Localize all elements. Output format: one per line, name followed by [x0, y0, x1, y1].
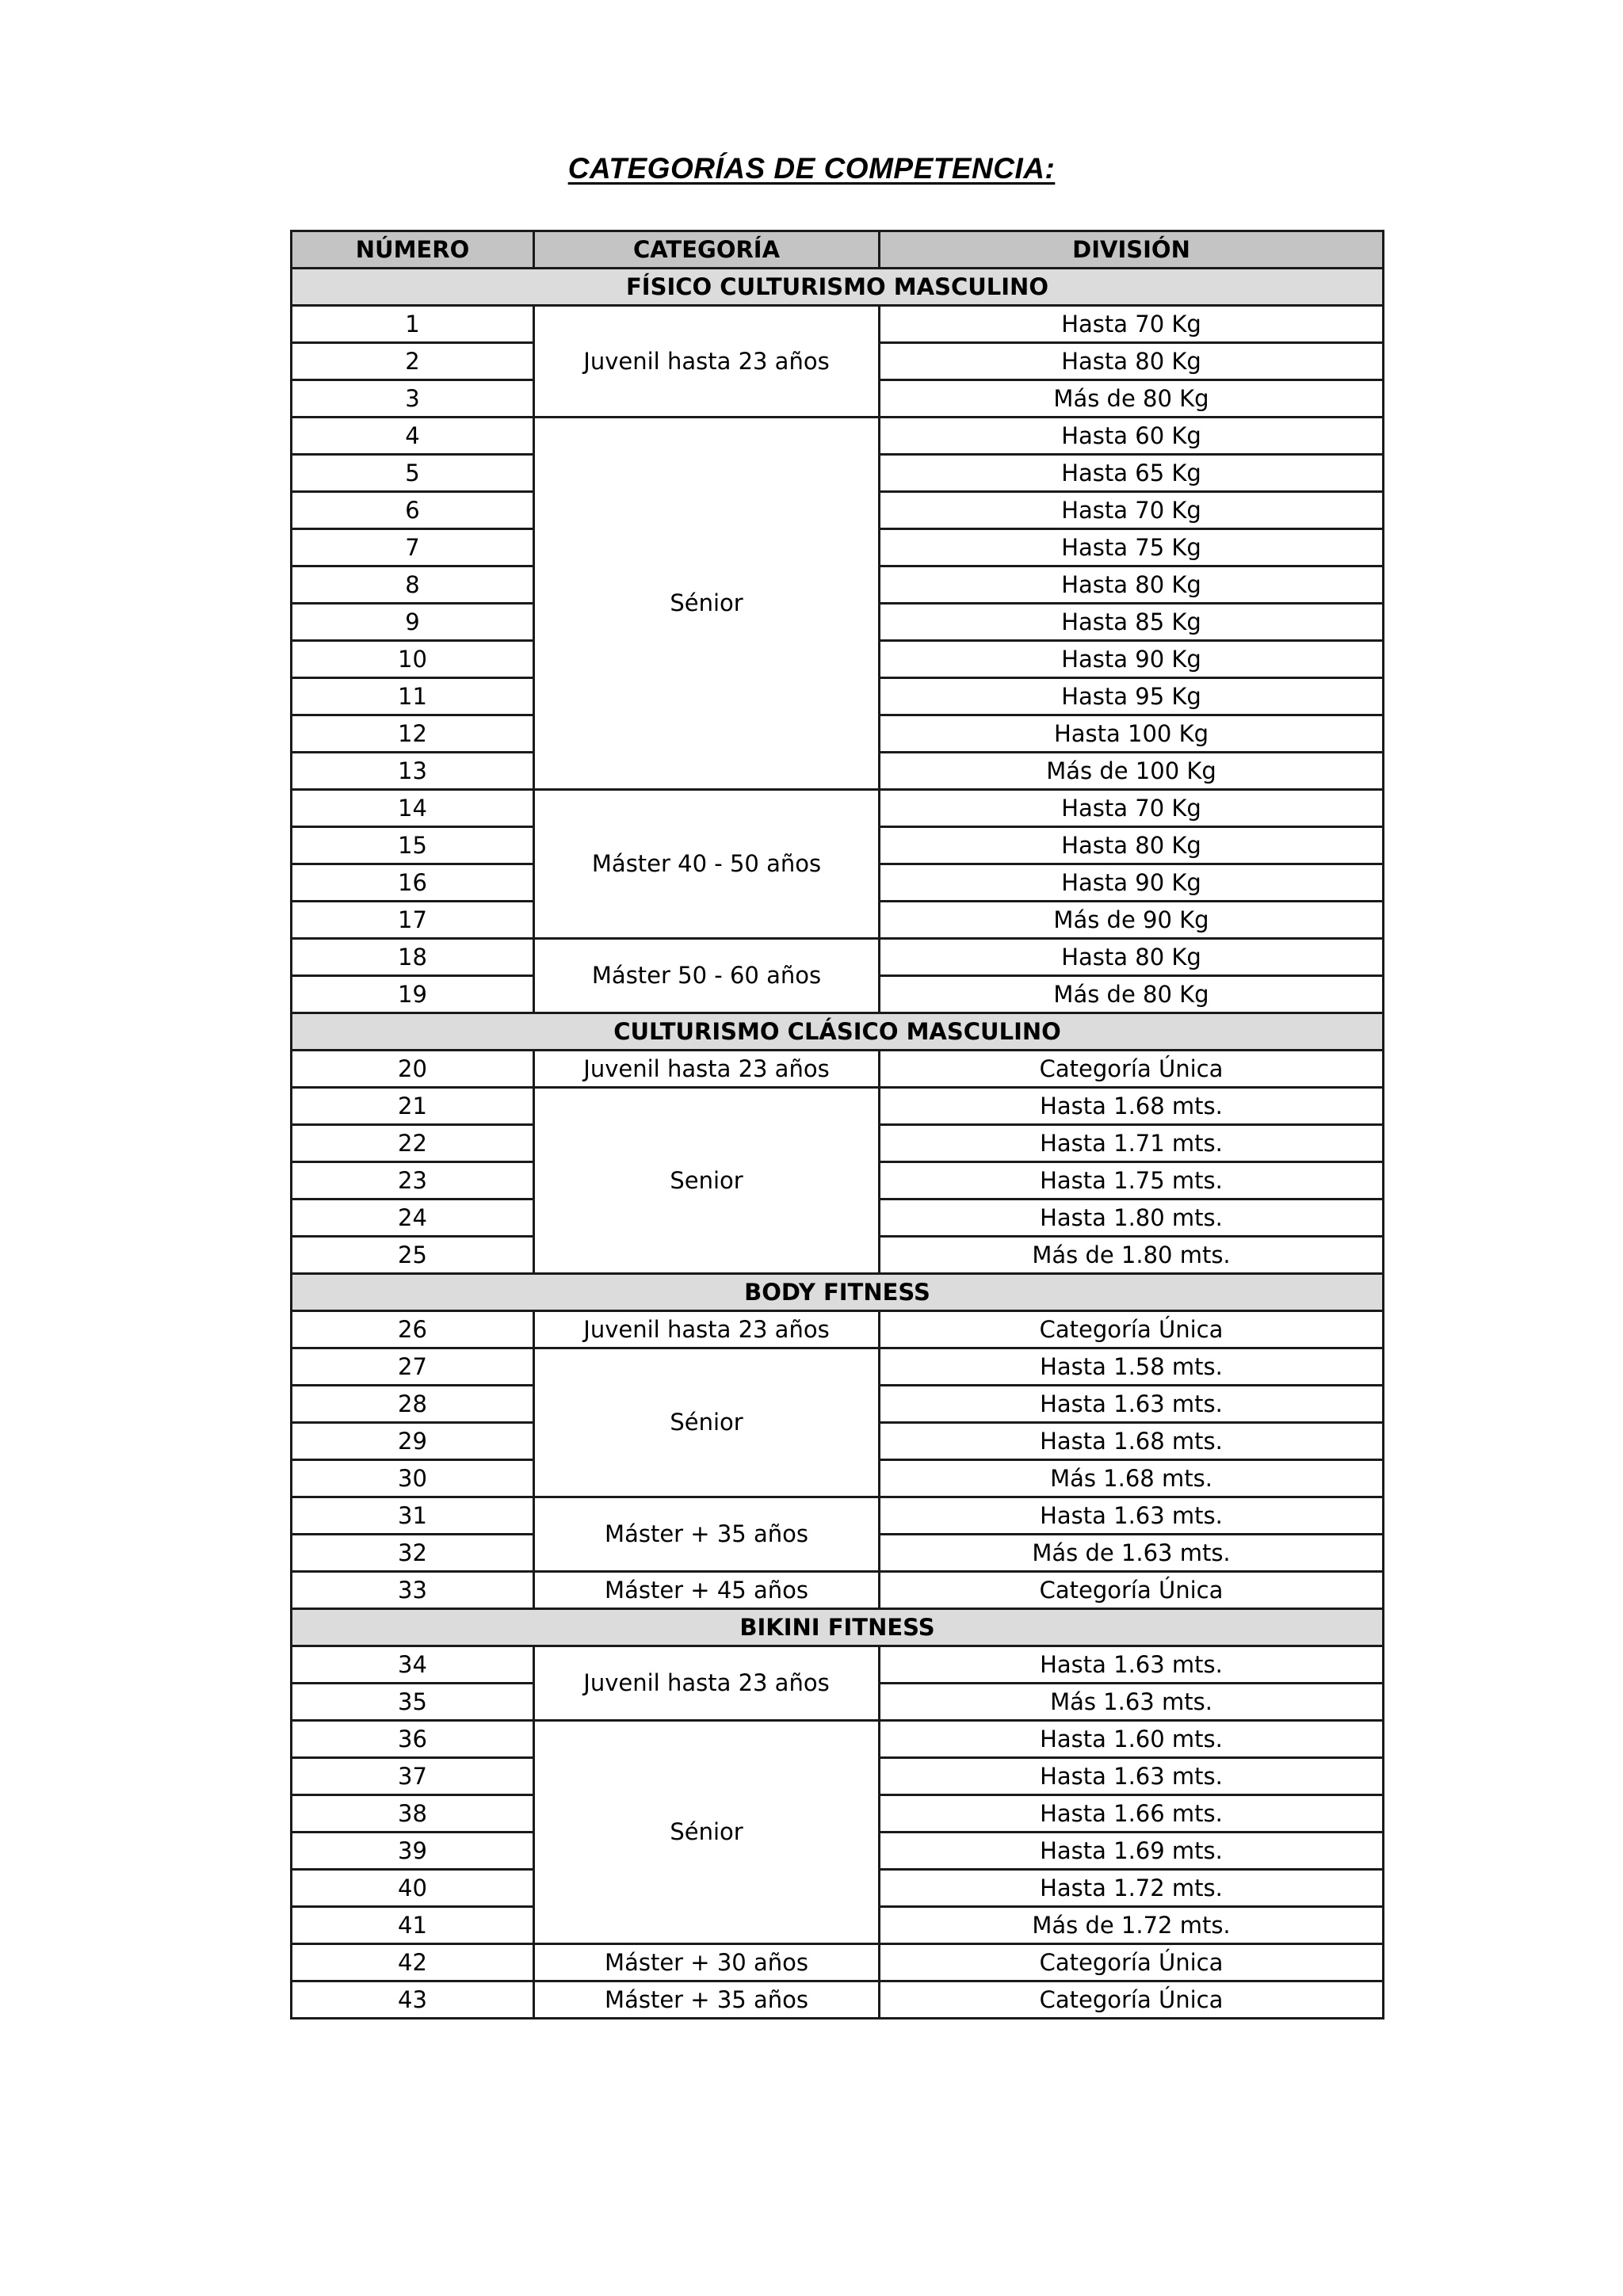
cell-numero: 25: [292, 1237, 534, 1274]
cell-division: Hasta 90 Kg: [880, 864, 1384, 902]
cell-numero: 34: [292, 1646, 534, 1684]
cell-numero: 13: [292, 753, 534, 790]
cell-division: Categoría Única: [880, 1572, 1384, 1609]
cell-numero: 18: [292, 939, 534, 976]
cell-division: Más de 1.72 mts.: [880, 1907, 1384, 1944]
cell-division: Hasta 1.68 mts.: [880, 1088, 1384, 1125]
table-row: [292, 1572, 1384, 1609]
cell-division: Más de 90 Kg: [880, 902, 1384, 939]
cell-numero: 12: [292, 715, 534, 753]
cell-categoria: Senior: [534, 1088, 880, 1274]
table-row: [292, 418, 1384, 455]
cell-numero: 32: [292, 1535, 534, 1572]
cell-numero: 40: [292, 1870, 534, 1907]
cell-categoria: Sénior: [534, 1348, 880, 1497]
cell-categoria: Máster + 45 años: [534, 1572, 880, 1609]
cell-division: Hasta 100 Kg: [880, 715, 1384, 753]
cell-numero: 19: [292, 976, 534, 1013]
cell-division: Más de 80 Kg: [880, 976, 1384, 1013]
cell-division: Hasta 70 Kg: [880, 492, 1384, 529]
cell-categoria: Juvenil hasta 23 años: [534, 1311, 880, 1348]
cell-division: Categoría Única: [880, 1311, 1384, 1348]
cell-division: Hasta 1.63 mts.: [880, 1758, 1384, 1795]
cell-division: Más 1.68 mts.: [880, 1460, 1384, 1497]
section-title: FÍSICO CULTURISMO MASCULINO: [292, 269, 1384, 306]
section-row: [292, 1013, 1384, 1051]
cell-division: Hasta 1.80 mts.: [880, 1199, 1384, 1237]
table-row: [292, 1051, 1384, 1088]
cell-division: Hasta 70 Kg: [880, 790, 1384, 827]
table-body: [292, 269, 1384, 2019]
cell-numero: 14: [292, 790, 534, 827]
cell-categoria: Sénior: [534, 418, 880, 790]
cell-division: Hasta 80 Kg: [880, 343, 1384, 380]
cell-division: Hasta 1.66 mts.: [880, 1795, 1384, 1833]
cell-division: Hasta 70 Kg: [880, 306, 1384, 343]
cell-numero: 42: [292, 1944, 534, 1981]
section-title: BIKINI FITNESS: [292, 1609, 1384, 1646]
cell-numero: 31: [292, 1497, 534, 1535]
cell-numero: 33: [292, 1572, 534, 1609]
cell-division: Hasta 75 Kg: [880, 529, 1384, 566]
cell-numero: 6: [292, 492, 534, 529]
cell-numero: 23: [292, 1162, 534, 1199]
section-row: [292, 1609, 1384, 1646]
table-row: [292, 1311, 1384, 1348]
cell-numero: 1: [292, 306, 534, 343]
cell-division: Hasta 65 Kg: [880, 455, 1384, 492]
cell-division: Hasta 80 Kg: [880, 566, 1384, 604]
cell-division: Más 1.63 mts.: [880, 1684, 1384, 1721]
cell-categoria: Máster 50 - 60 años: [534, 939, 880, 1013]
header-division: DIVISIÓN: [880, 231, 1384, 269]
cell-division: Hasta 1.63 mts.: [880, 1646, 1384, 1684]
section-row: [292, 269, 1384, 306]
cell-division: Hasta 1.69 mts.: [880, 1833, 1384, 1870]
cell-division: Hasta 90 Kg: [880, 641, 1384, 678]
cell-categoria: Sénior: [534, 1721, 880, 1944]
cell-numero: 15: [292, 827, 534, 864]
cell-numero: 28: [292, 1386, 534, 1423]
cell-numero: 9: [292, 604, 534, 641]
table-row: [292, 1348, 1384, 1386]
cell-numero: 41: [292, 1907, 534, 1944]
cell-division: Más de 100 Kg: [880, 753, 1384, 790]
table-row: [292, 1721, 1384, 1758]
cell-division: Hasta 1.75 mts.: [880, 1162, 1384, 1199]
cell-numero: 26: [292, 1311, 534, 1348]
cell-division: Hasta 80 Kg: [880, 827, 1384, 864]
cell-division: Categoría Única: [880, 1981, 1384, 2019]
cell-division: Hasta 1.68 mts.: [880, 1423, 1384, 1460]
cell-division: Hasta 80 Kg: [880, 939, 1384, 976]
table-row: [292, 1944, 1384, 1981]
cell-categoria: Juvenil hasta 23 años: [534, 1051, 880, 1088]
table-row: [292, 306, 1384, 343]
cell-division: Hasta 1.60 mts.: [880, 1721, 1384, 1758]
section-title: BODY FITNESS: [292, 1274, 1384, 1311]
cell-division: Más de 1.80 mts.: [880, 1237, 1384, 1274]
cell-division: Hasta 1.63 mts.: [880, 1386, 1384, 1423]
cell-division: Categoría Única: [880, 1944, 1384, 1981]
cell-numero: 17: [292, 902, 534, 939]
cell-numero: 10: [292, 641, 534, 678]
table-row: [292, 1088, 1384, 1125]
cell-numero: 22: [292, 1125, 534, 1162]
table-row: [292, 1981, 1384, 2019]
cell-numero: 35: [292, 1684, 534, 1721]
header-categoria: CATEGORÍA: [534, 231, 880, 269]
cell-division: Hasta 1.72 mts.: [880, 1870, 1384, 1907]
cell-numero: 4: [292, 418, 534, 455]
competition-categories-table: [290, 230, 1384, 2019]
header-numero: NÚMERO: [292, 231, 534, 269]
cell-division: Más de 80 Kg: [880, 380, 1384, 418]
cell-division: Hasta 60 Kg: [880, 418, 1384, 455]
cell-numero: 30: [292, 1460, 534, 1497]
cell-numero: 37: [292, 1758, 534, 1795]
cell-numero: 7: [292, 529, 534, 566]
cell-numero: 29: [292, 1423, 534, 1460]
cell-numero: 43: [292, 1981, 534, 2019]
table-row: [292, 1646, 1384, 1684]
cell-division: Hasta 1.63 mts.: [880, 1497, 1384, 1535]
cell-numero: 16: [292, 864, 534, 902]
cell-numero: 27: [292, 1348, 534, 1386]
section-row: [292, 1274, 1384, 1311]
cell-numero: 20: [292, 1051, 534, 1088]
cell-division: Categoría Única: [880, 1051, 1384, 1088]
cell-numero: 8: [292, 566, 534, 604]
cell-categoria: Juvenil hasta 23 años: [534, 1646, 880, 1721]
cell-division: Hasta 85 Kg: [880, 604, 1384, 641]
cell-numero: 5: [292, 455, 534, 492]
cell-numero: 11: [292, 678, 534, 715]
cell-categoria: Máster + 35 años: [534, 1497, 880, 1572]
section-title: CULTURISMO CLÁSICO MASCULINO: [292, 1013, 1384, 1051]
cell-numero: 2: [292, 343, 534, 380]
cell-numero: 21: [292, 1088, 534, 1125]
cell-division: Hasta 1.58 mts.: [880, 1348, 1384, 1386]
cell-numero: 36: [292, 1721, 534, 1758]
header-row: [292, 231, 1384, 269]
table-row: [292, 790, 1384, 827]
table-row: [292, 939, 1384, 976]
cell-division: Más de 1.63 mts.: [880, 1535, 1384, 1572]
cell-categoria: Máster + 35 años: [534, 1981, 880, 2019]
cell-numero: 38: [292, 1795, 534, 1833]
cell-division: Hasta 95 Kg: [880, 678, 1384, 715]
cell-division: Hasta 1.71 mts.: [880, 1125, 1384, 1162]
page-title: CATEGORÍAS DE COMPETENCIA:: [567, 152, 1056, 185]
cell-numero: 3: [292, 380, 534, 418]
cell-categoria: Máster + 30 años: [534, 1944, 880, 1981]
cell-numero: 24: [292, 1199, 534, 1237]
cell-categoria: Juvenil hasta 23 años: [534, 306, 880, 418]
cell-numero: 39: [292, 1833, 534, 1870]
cell-categoria: Máster 40 - 50 años: [534, 790, 880, 939]
table-row: [292, 1497, 1384, 1535]
